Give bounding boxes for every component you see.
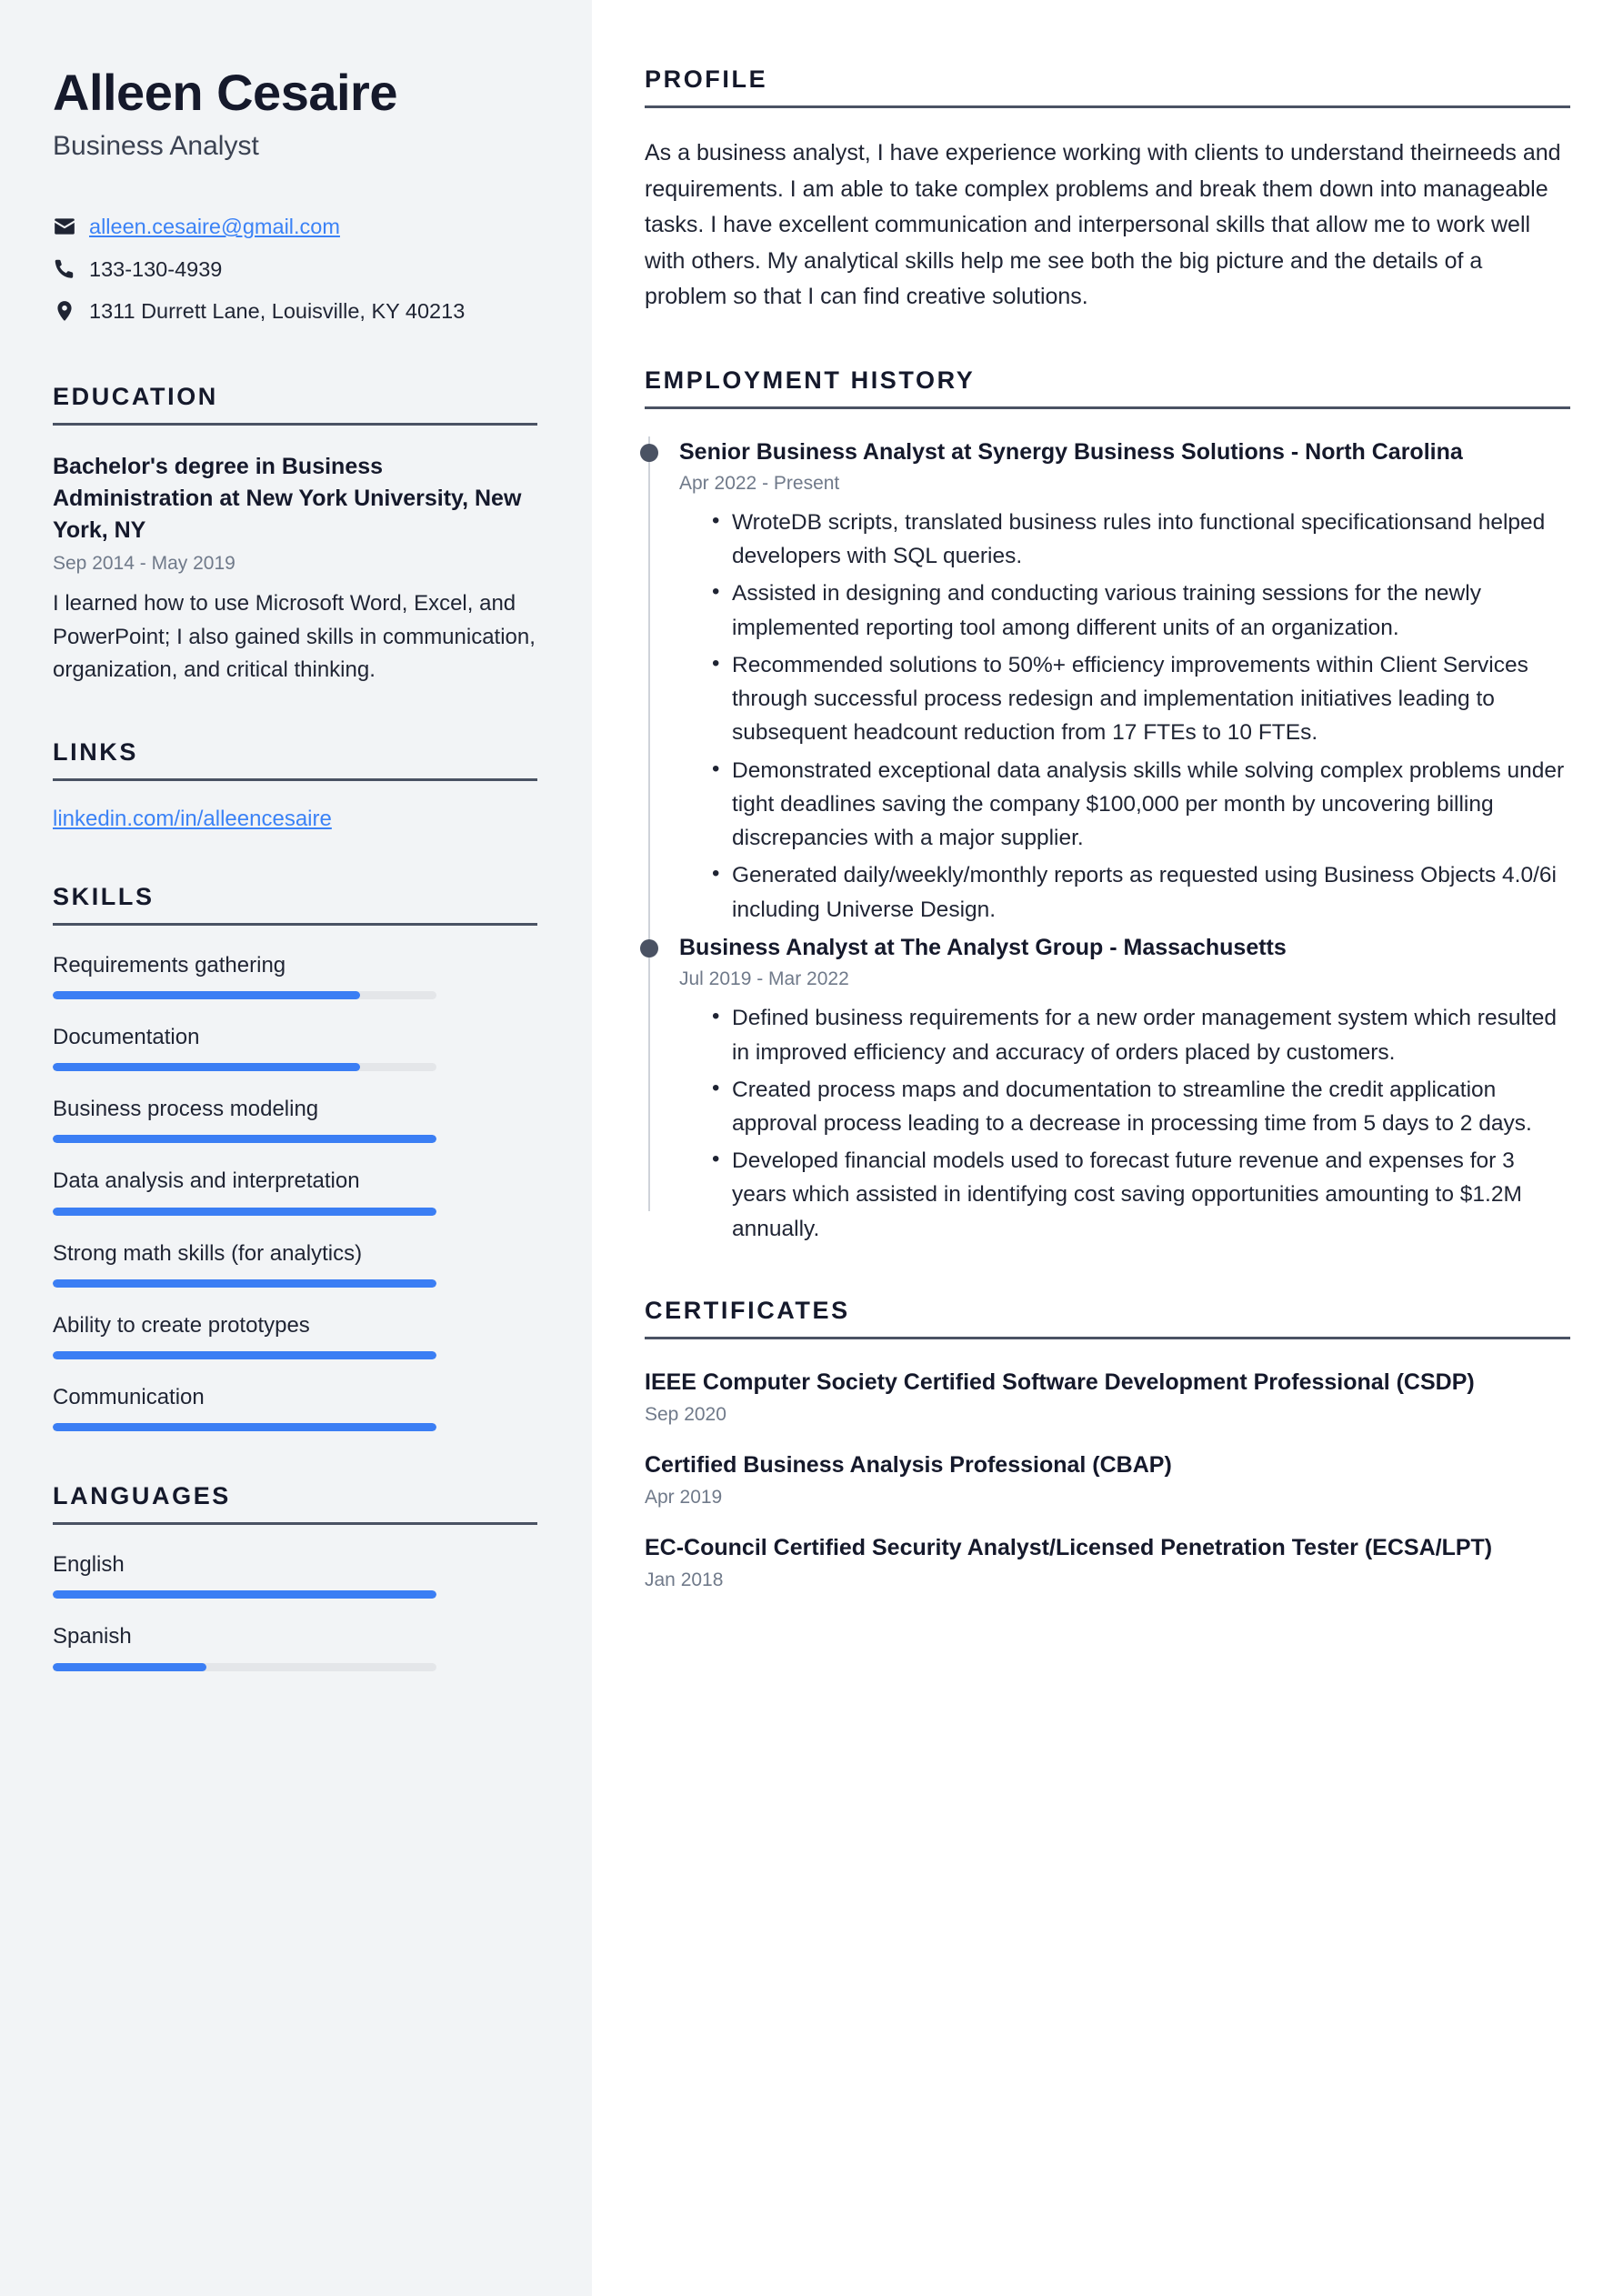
links-heading: LINKS bbox=[53, 738, 537, 781]
candidate-job-title: Business Analyst bbox=[53, 131, 259, 162]
certificate-name: Certified Business Analysis Professional (CBAP) bbox=[645, 1451, 1172, 1478]
education-item bbox=[53, 451, 537, 687]
certificates-list bbox=[645, 1367, 1570, 1591]
language-label: English bbox=[53, 1552, 125, 1578]
skill-level-track bbox=[53, 1423, 436, 1431]
employment-bullet-list bbox=[679, 506, 1570, 927]
candidate-name: Alleen Cesaire bbox=[53, 64, 397, 121]
certificate-name: IEEE Computer Society Certified Software Development Professional (CSDP) bbox=[645, 1369, 1475, 1395]
contact-address-row bbox=[53, 296, 537, 326]
skill-item bbox=[53, 1167, 537, 1215]
education-section bbox=[53, 383, 537, 687]
employment-bullet: • Developed financial models used to forecast future revenue and expenses for 3 years which assisted in identifying cost saving opportunities amounting to $1.2M annually. bbox=[712, 1144, 1570, 1246]
sidebar bbox=[0, 0, 592, 2296]
skill-item bbox=[53, 1023, 537, 1071]
language-level-track bbox=[53, 1590, 436, 1599]
skill-label: Strong math skills (for analytics) bbox=[53, 1240, 363, 1266]
employment-bullet: • Defined business requirements for a new order management system which resulted in improved efficiency and accuracy of orders placed by customers. bbox=[712, 1001, 1570, 1068]
employment-bullet: • WroteDB scripts, translated business rules into functional specificationsand helped developers with SQL queries. bbox=[712, 506, 1570, 573]
profile-heading: PROFILE bbox=[645, 65, 1570, 108]
certificate-entry bbox=[645, 1367, 1570, 1426]
skill-level-fill bbox=[53, 1135, 436, 1143]
skill-item bbox=[53, 1239, 537, 1288]
skill-level-fill bbox=[53, 1208, 436, 1216]
skill-label: Communication bbox=[53, 1384, 205, 1409]
employment-bullet: • Demonstrated exceptional data analysis skills while solving complex problems under tight deadlines saving the company $100,000 per month by uncovering billing discrepancies with a major supplier. bbox=[712, 754, 1570, 856]
certificate-date: Apr 2019 bbox=[645, 1486, 723, 1508]
skill-label: Data analysis and interpretation bbox=[53, 1168, 360, 1194]
employment-bullet-list bbox=[679, 1001, 1570, 1246]
language-level-track bbox=[53, 1663, 436, 1671]
employment-date: Apr 2022 - Present bbox=[679, 473, 840, 494]
language-level-fill bbox=[53, 1590, 436, 1599]
employment-section bbox=[645, 366, 1570, 1246]
main-column bbox=[592, 0, 1623, 2296]
contact-address-text: 1311 Durrett Lane, Louisville, KY 40213 bbox=[89, 299, 466, 324]
skill-item bbox=[53, 1311, 537, 1359]
employment-role: Senior Business Analyst at Synergy Business Solutions - North Carolina bbox=[679, 438, 1463, 465]
skill-level-fill bbox=[53, 1279, 436, 1288]
link-item-linkedin[interactable]: linkedin.com/in/alleencesaire bbox=[53, 806, 332, 831]
education-heading: EDUCATION bbox=[53, 383, 537, 426]
skill-level-track bbox=[53, 1135, 436, 1143]
skill-level-fill bbox=[53, 991, 360, 999]
certificate-date: Sep 2020 bbox=[645, 1403, 726, 1425]
skill-level-fill bbox=[53, 1063, 360, 1071]
certificates-heading: CERTIFICATES bbox=[645, 1297, 1570, 1339]
employment-entry bbox=[645, 436, 1570, 927]
certificate-entry bbox=[645, 1449, 1570, 1509]
certificate-name: EC-Council Certified Security Analyst/Licensed Penetration Tester (ECSA/LPT) bbox=[645, 1534, 1493, 1560]
contact-email-row bbox=[53, 212, 537, 242]
skill-level-track bbox=[53, 1351, 436, 1359]
skill-level-fill bbox=[53, 1423, 436, 1431]
skills-section bbox=[53, 883, 537, 1431]
skill-level-track bbox=[53, 1208, 436, 1216]
certificate-entry bbox=[645, 1532, 1570, 1591]
skill-label: Business process modeling bbox=[53, 1097, 319, 1122]
language-item bbox=[53, 1622, 537, 1670]
phone-icon bbox=[53, 255, 89, 281]
employment-heading: EMPLOYMENT HISTORY bbox=[645, 366, 1570, 409]
skill-label: Ability to create prototypes bbox=[53, 1312, 310, 1338]
location-pin-icon bbox=[53, 296, 89, 323]
languages-heading: LANGUAGES bbox=[53, 1482, 537, 1525]
education-description: I learned how to use Microsoft Word, Excel, and PowerPoint; I also gained skills in communication, organization, and critical thinking. bbox=[53, 591, 536, 683]
employment-role: Business Analyst at The Analyst Group - Massachusetts bbox=[679, 934, 1287, 960]
links-section bbox=[53, 738, 537, 832]
email-link[interactable]: alleen.cesaire@gmail.com bbox=[89, 215, 340, 239]
contact-email-text bbox=[89, 212, 537, 242]
profile-text: As a business analyst, I have experience working with clients to understand theirneeds and requirements. I am able to take complex problems and break them down into manageable tasks. I have excellent communication and interpersonal skills that allow me to work well with others. My analytical skills help me see both the big picture and the details of a problem so that I can find creative solutions. bbox=[645, 140, 1561, 309]
skills-list bbox=[53, 951, 537, 1431]
employment-timeline bbox=[645, 436, 1570, 1246]
skill-item bbox=[53, 1383, 537, 1431]
skill-item bbox=[53, 1095, 537, 1143]
skill-level-track bbox=[53, 1279, 436, 1288]
education-date: Sep 2014 - May 2019 bbox=[53, 553, 235, 575]
skill-item bbox=[53, 951, 537, 999]
contact-list bbox=[53, 212, 537, 326]
timeline-dot-icon bbox=[640, 444, 658, 462]
contact-phone-text: 133-130-4939 bbox=[89, 256, 223, 281]
employment-bullet: • Assisted in designing and conducting various training sessions for the newly implemented reporting tool among different units of an organization. bbox=[712, 577, 1570, 644]
language-item bbox=[53, 1550, 537, 1599]
contact-phone-row bbox=[53, 255, 537, 285]
profile-section bbox=[645, 65, 1570, 316]
language-level-fill bbox=[53, 1663, 206, 1671]
skill-level-track bbox=[53, 1063, 436, 1071]
employment-entry bbox=[645, 932, 1570, 1246]
envelope-icon bbox=[53, 212, 89, 238]
skill-label: Requirements gathering bbox=[53, 952, 286, 978]
employment-bullet: • Recommended solutions to 50%+ efficiency improvements within Client Services through successful process redesign and implementation initiatives leading to subsequent headcount reduction from 17 FTEs to 10 FTEs. bbox=[712, 648, 1570, 750]
employment-bullet: • Created process maps and documentation to streamline the credit application approval process leading to a decrease in processing time from 5 days to 2 days. bbox=[712, 1073, 1570, 1140]
skill-label: Documentation bbox=[53, 1025, 200, 1050]
certificate-date: Jan 2018 bbox=[645, 1569, 724, 1590]
certificates-section bbox=[645, 1297, 1570, 1591]
skills-heading: SKILLS bbox=[53, 883, 537, 926]
languages-list bbox=[53, 1550, 537, 1670]
employment-date: Jul 2019 - Mar 2022 bbox=[679, 968, 849, 990]
employment-bullet: • Generated daily/weekly/monthly reports as requested using Business Objects 4.0/6i including Universe Design. bbox=[712, 858, 1570, 926]
language-label: Spanish bbox=[53, 1624, 132, 1649]
education-degree: Bachelor's degree in Business Administration at New York University, New York, NY bbox=[53, 454, 522, 544]
languages-section bbox=[53, 1482, 537, 1670]
skill-level-fill bbox=[53, 1351, 436, 1359]
skill-level-track bbox=[53, 991, 436, 999]
timeline-dot-icon bbox=[640, 939, 658, 958]
